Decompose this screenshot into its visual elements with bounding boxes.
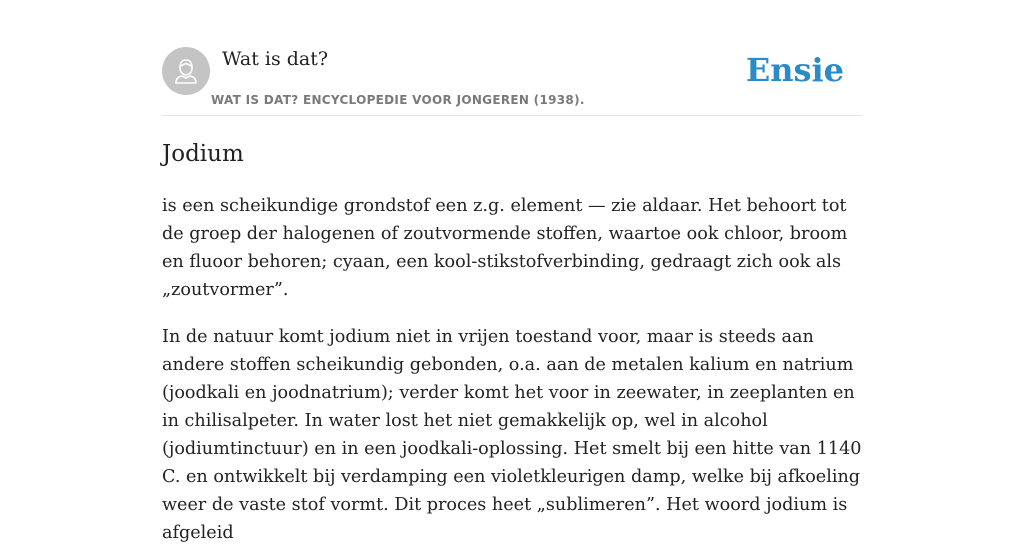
brand-logo-link[interactable]: Ensie bbox=[745, 51, 844, 89]
source-header bbox=[162, 46, 862, 116]
article-paragraph: In de natuur komt jodium niet in vrijen toestand voor, maar is steeds aan andere stoffen scheikundig gebonden, o.a. aan de metalen kalium en natrium (joodkali en joodnatrium); verder komt het voor in zeewater, in zeeplanten en in chilisalpeter. In water lost het niet gemakkelijk op, wel in alcohol (jodiumtinctuur) en in een joodkali-oplossing. Het smelt bij een hitte van 1140 C. en ontwikkelt bij verdamping een violetkleurigen damp, welke bij afkoeling weer de vaste stof vormt. Dit proces heet „sublimeren”. Het woord jodium is afgeleid bbox=[162, 327, 862, 543]
source-title[interactable]: Wat is dat? bbox=[222, 48, 329, 70]
article bbox=[162, 138, 862, 547]
user-avatar-icon[interactable] bbox=[162, 47, 210, 95]
article-paragraph: is een scheikundige grondstof een z.g. element — zie aldaar. Het behoort tot de groep der halogenen of zoutvormende stoffen, waartoe ook chloor, broom en fluoor behoren; cyaan, een kool-stikstofverbinding, gedraagt zich ook als „zoutvormer”. bbox=[162, 196, 848, 300]
article-title: Jodium bbox=[162, 141, 244, 167]
source-subtitle: WAT IS DAT? ENCYCLOPEDIE VOOR JONGEREN (1938). bbox=[211, 93, 585, 107]
